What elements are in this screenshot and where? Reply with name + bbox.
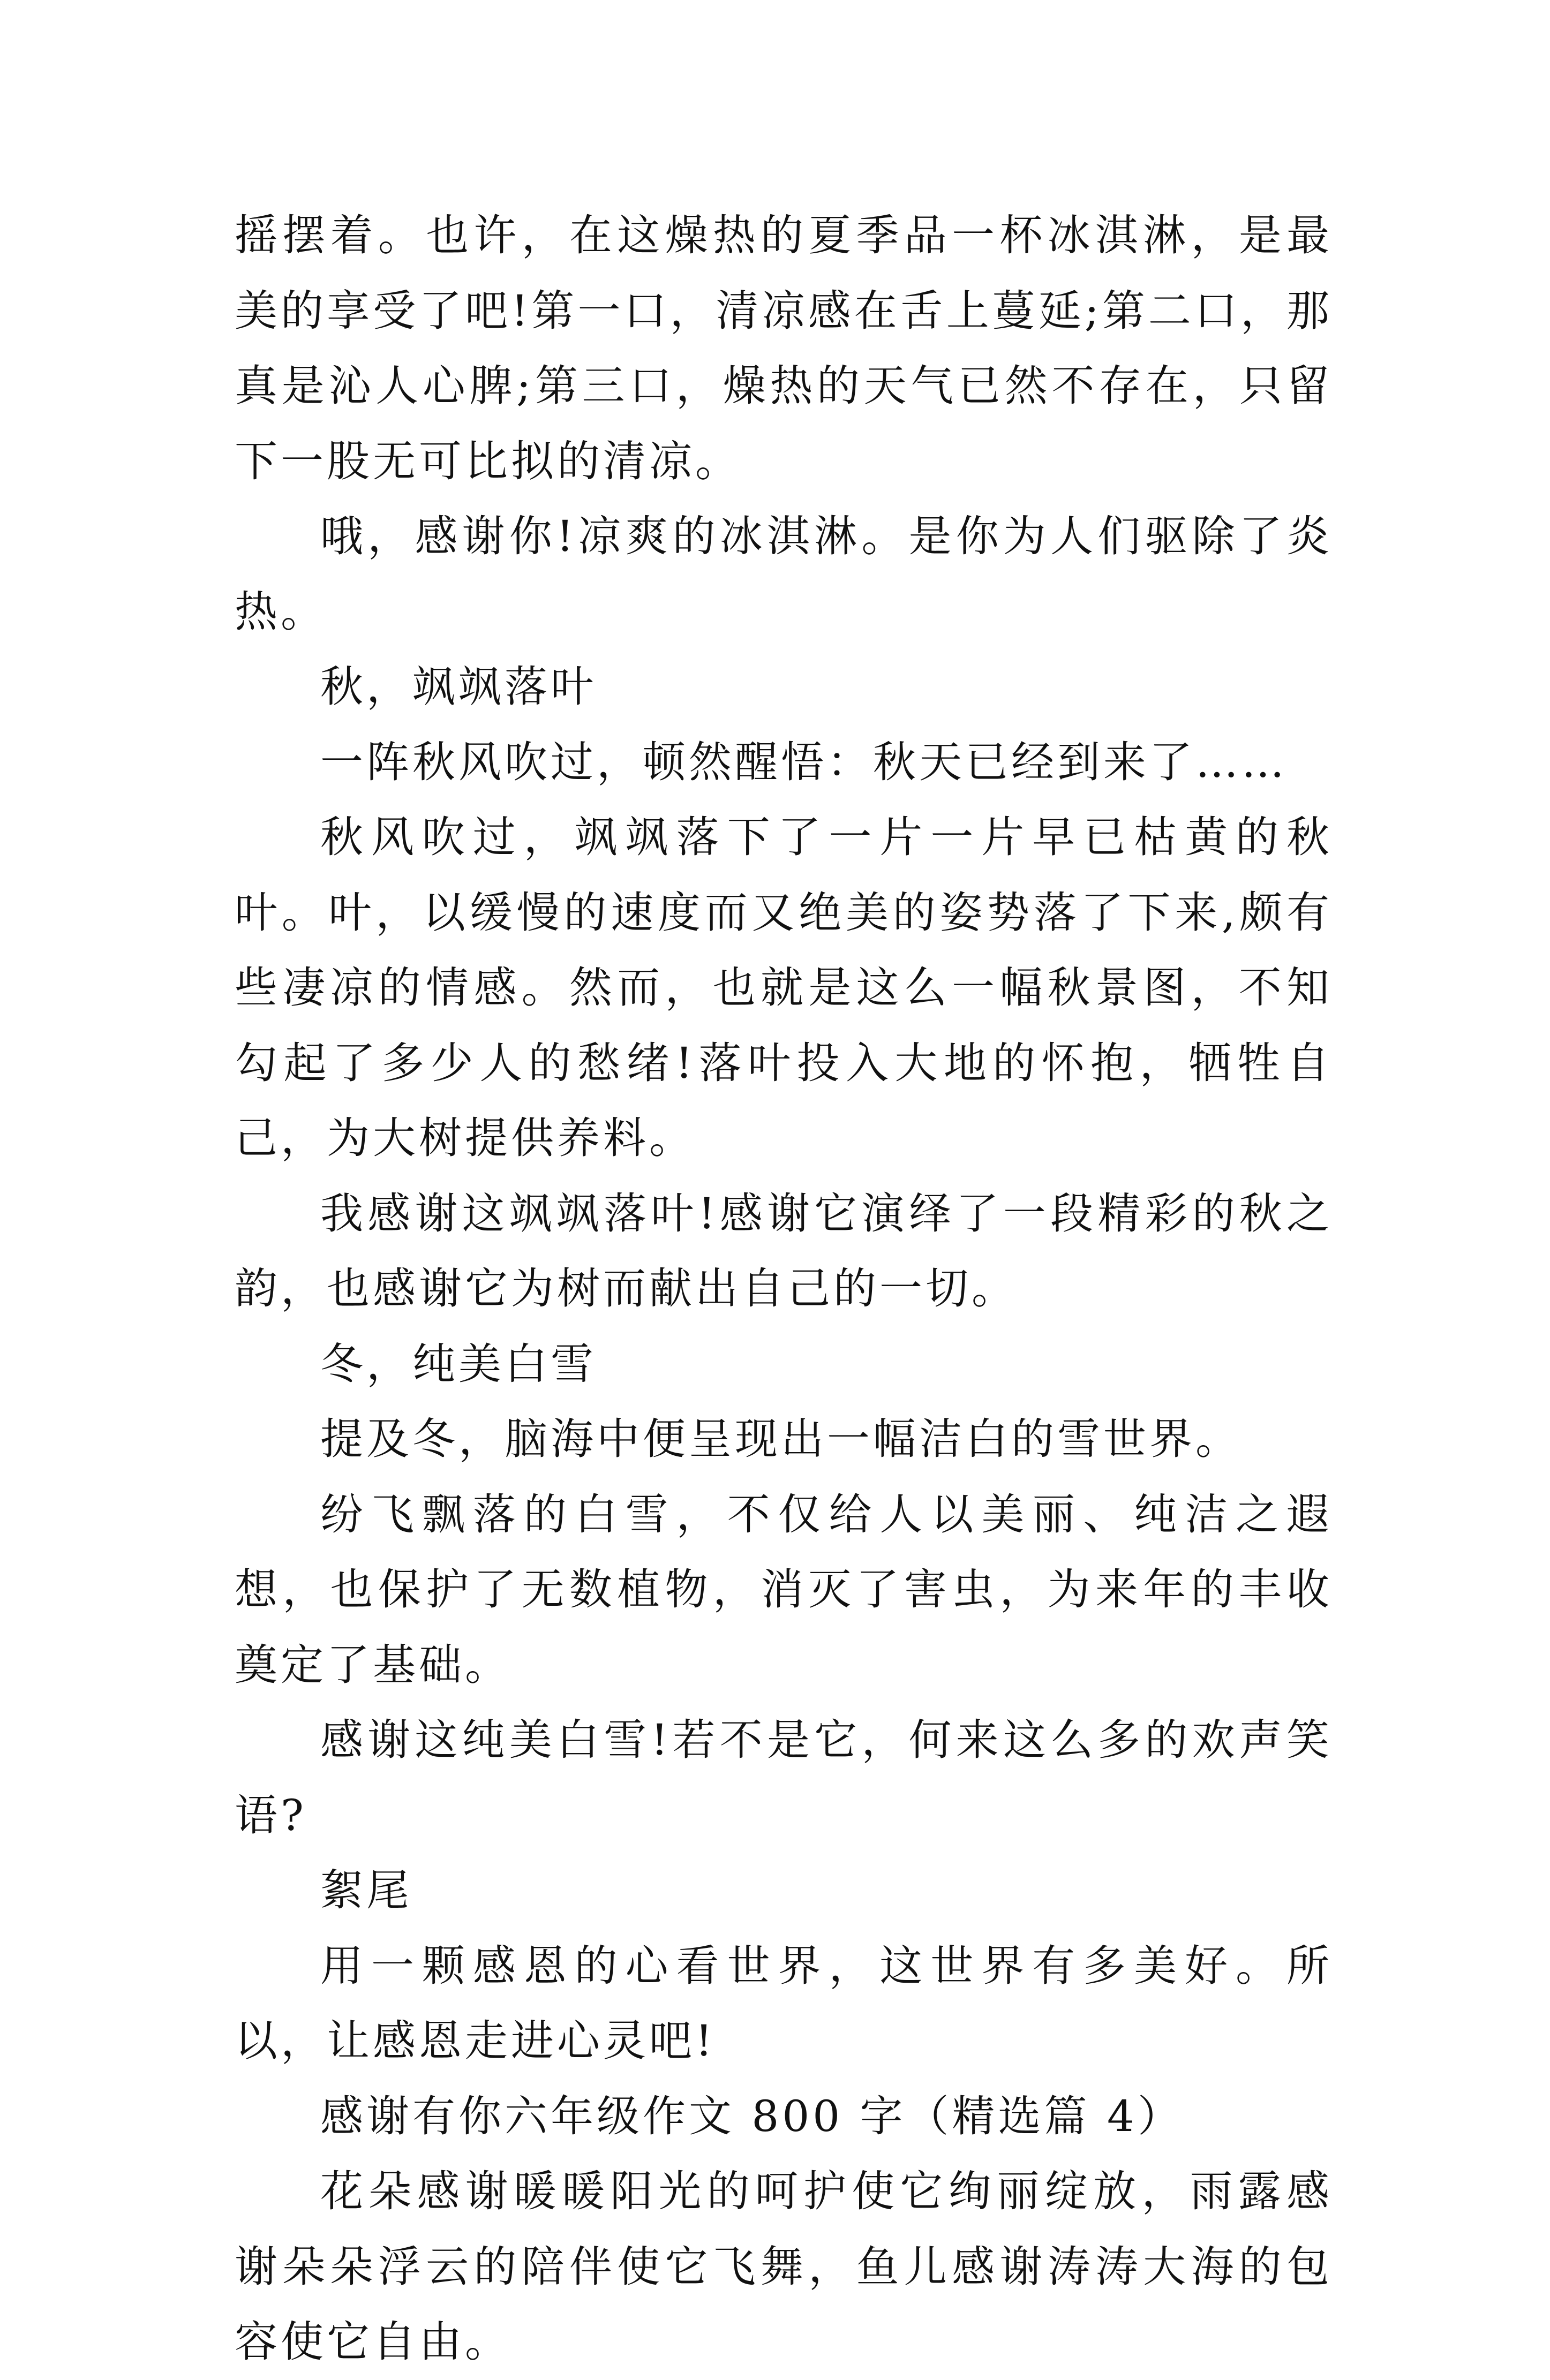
paragraph-6: 我感谢这飒飒落叶!感谢它演绎了一段精彩的秋之韵，也感谢它为树而献出自己的一切。 [235,1188,1333,1313]
section-heading-ending: 絮尾 [320,1865,412,1915]
essay-body [235,198,1333,2380]
paragraph-2: 哦，感谢你!凉爽的冰淇淋。是你为人们驱除了炎热。 [235,511,1333,637]
paragraph-14: 花朵感谢暖暖阳光的呵护使它绚丽绽放，雨露感谢朵朵浮云的陪伴使它飞舞，鱼儿感谢涛涛大海的包容使它自由。 [235,2166,1333,2367]
paragraph-8: 提及冬，脑海中便呈现出一幅洁白的雪世界。 [320,1414,1241,1464]
section-heading-winter: 冬，纯美白雪 [320,1339,597,1389]
paragraph-9: 纷飞飘落的白雪，不仅给人以美丽、纯洁之遐想，也保护了无数植物，消灭了害虫，为来年的丰收奠定了基础。 [235,1489,1333,1690]
paragraph-10: 感谢这纯美白雪!若不是它，何来这么多的欢声笑语? [235,1715,1333,1840]
paragraph-1: 摇摆着。也许，在这燥热的夏季品一杯冰淇淋，是最美的享受了吧!第一口，清凉感在舌上蔓延;第二口，那真是沁人心脾;第三口，燥热的天气已然不存在，只留下一股无可比拟的清凉。 [235,210,1333,486]
paragraph-5: 秋风吹过，飒飒落下了一片一片早已枯黄的秋叶。叶，以缓慢的速度而又绝美的姿势落了下来,颇有些凄凉的情感。然而，也就是这么一幅秋景图，不知勾起了多少人的愁绪!落叶投入大地的怀抱，牺牲自己，为大树提供养料。 [235,812,1333,1163]
paragraph-12: 用一颗感恩的心看世界，这世界有多美好。所以，让感恩走进心灵吧! [235,1940,1333,2066]
essay-title-4: 感谢有你六年级作文 800 字（精选篇 4） [320,2091,1184,2141]
section-heading-autumn: 秋，飒飒落叶 [320,662,597,712]
paragraph-4: 一阵秋风吹过，顿然醒悟：秋天已经到来了…… [320,737,1288,787]
